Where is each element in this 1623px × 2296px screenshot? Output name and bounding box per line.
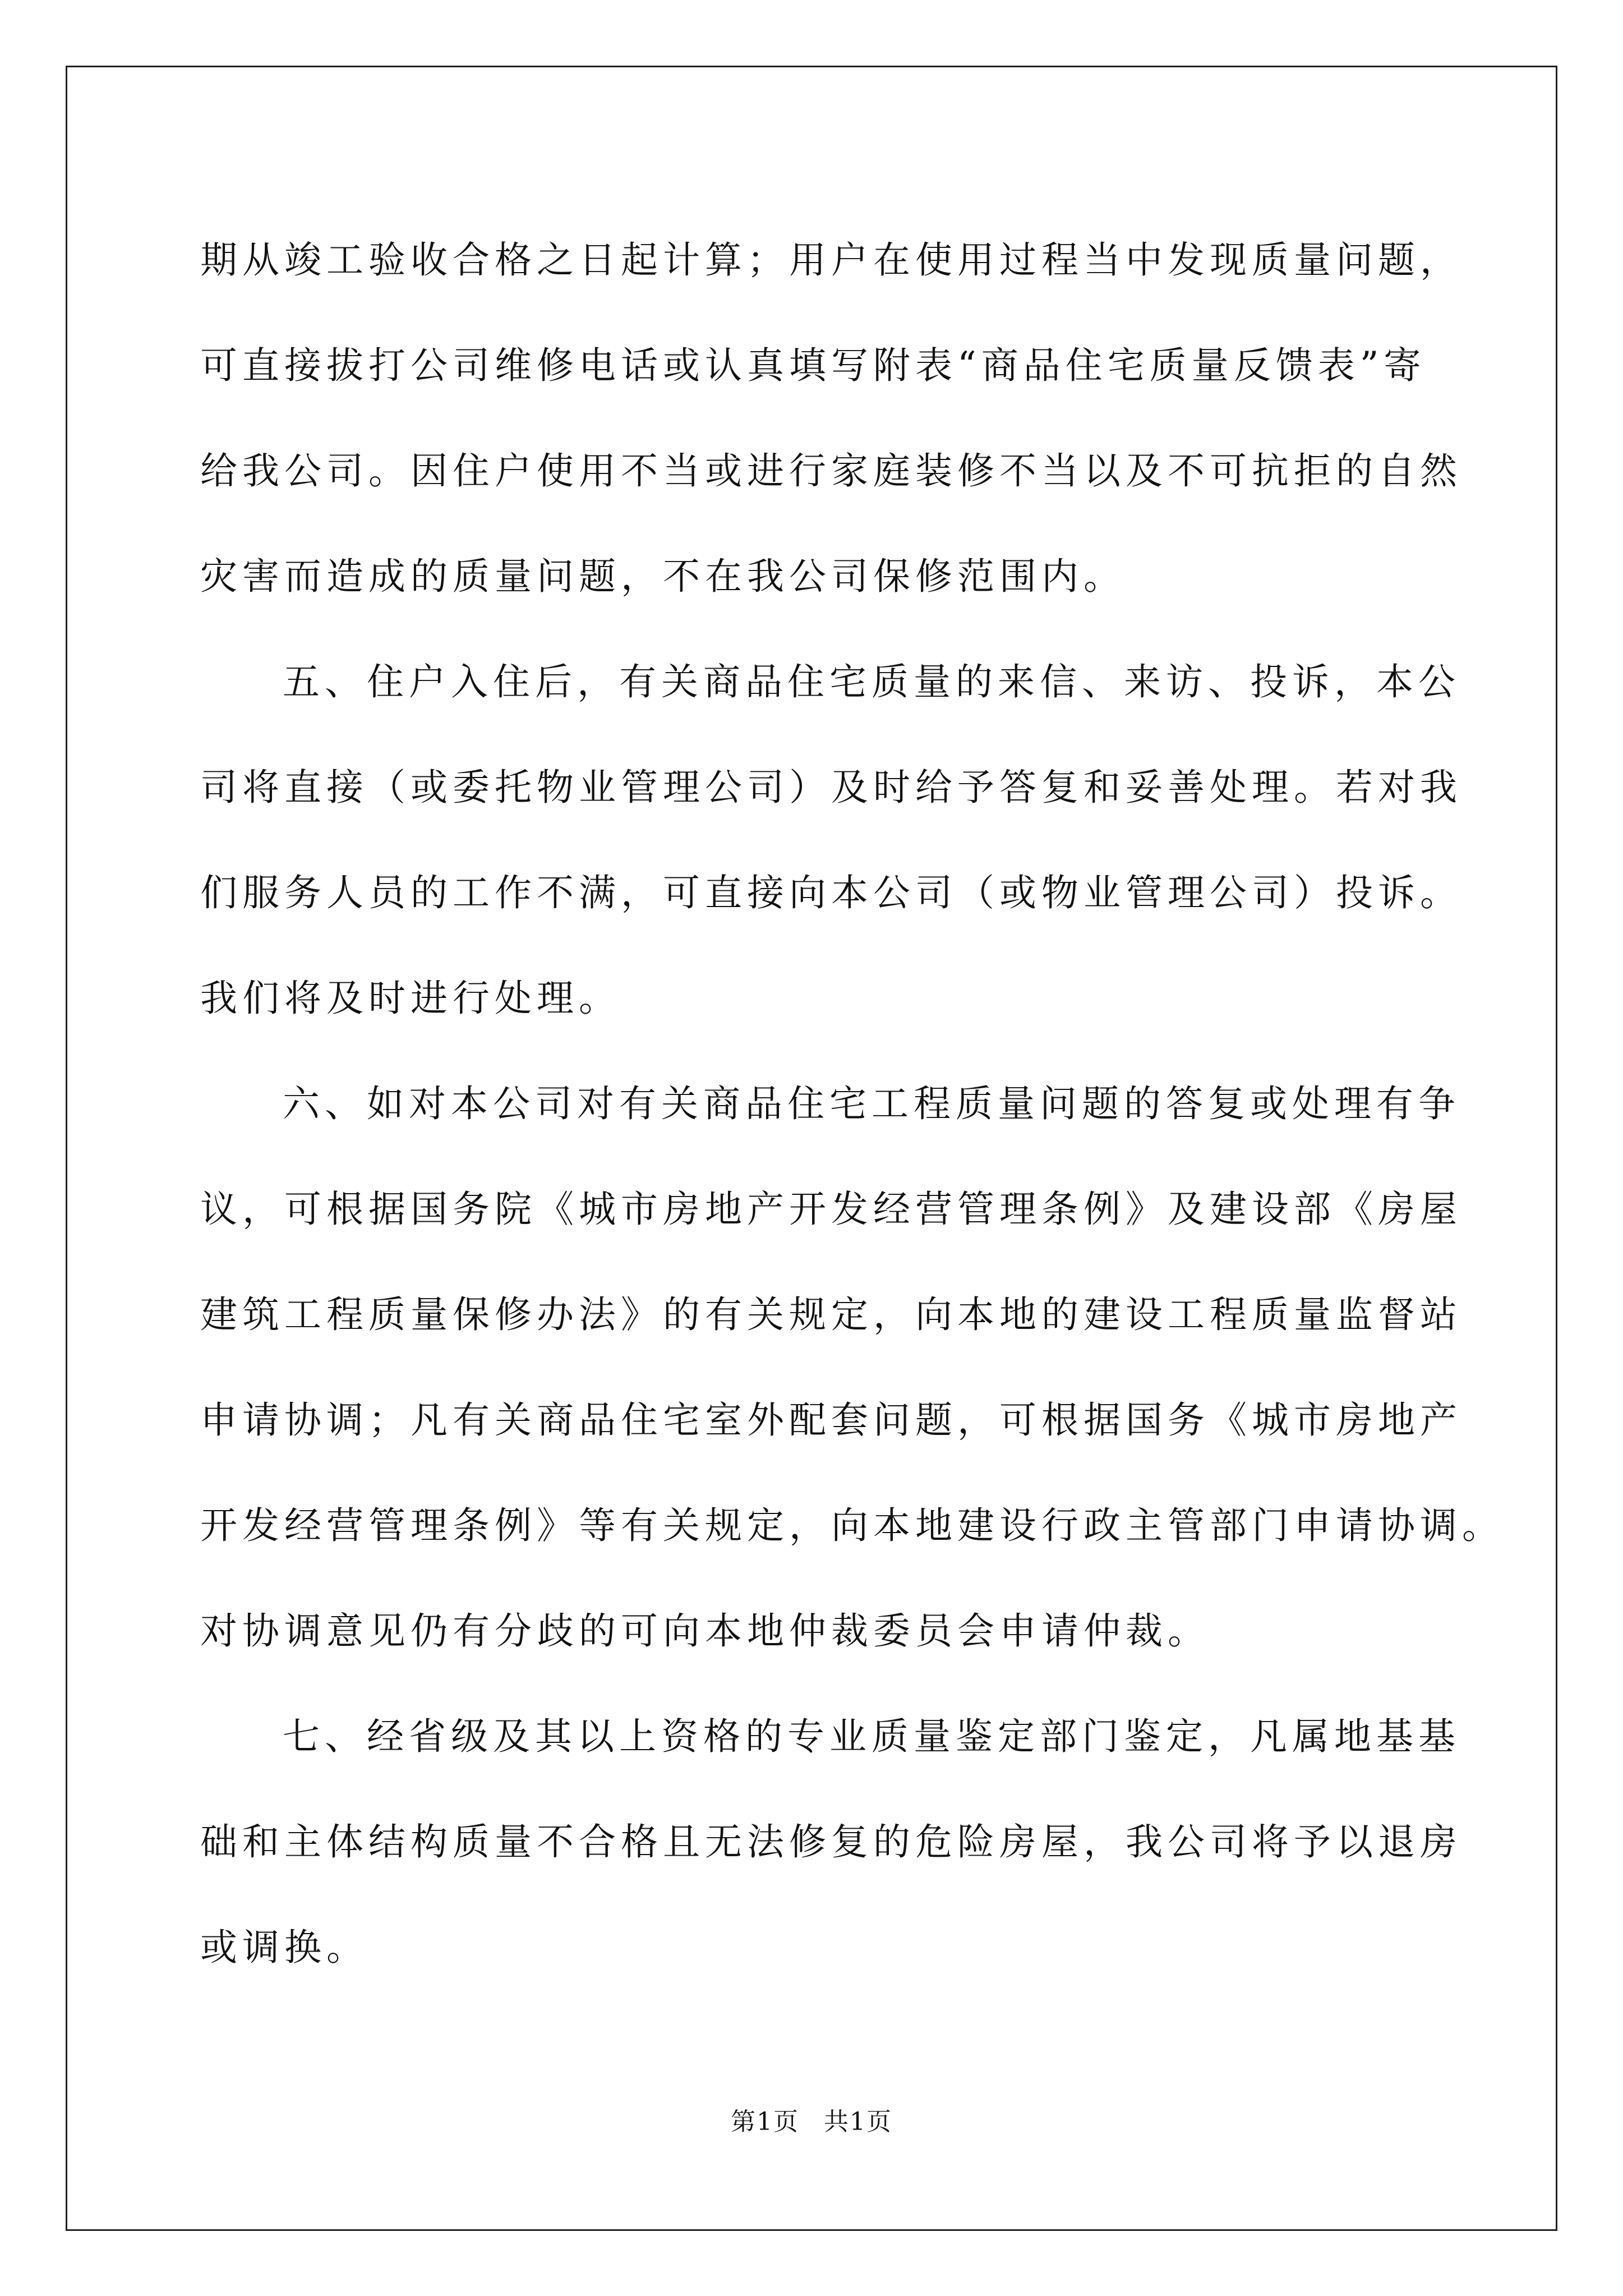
page-number-total: 共1页 (824, 2108, 892, 2136)
text-line: 司将直接（或委托物业管理公司）及时给予答复和妥善处理。若对我 (200, 766, 1462, 809)
text-line: 五、住户入住后，有关商品住宅质量的来信、来访、投诉，本公 (283, 660, 1460, 703)
text-line: 议，可根据国务院《城市房地产开发经营管理条例》及建设部《房屋 (200, 1188, 1462, 1231)
text-line: 灾害而造成的质量问题，不在我公司保修范围内。 (200, 555, 1126, 598)
text-line: 七、经省级及其以上资格的专业质量鉴定部门鉴定，凡属地基基 (283, 1715, 1460, 1758)
text-line: 建筑工程质量保修办法》的有关规定，向本地的建设工程质量监督站 (200, 1293, 1462, 1336)
text-line: 们服务人员的工作不满，可直接向本公司（或物业管理公司）投诉。 (200, 871, 1462, 914)
text-line: 期从竣工验收合格之日起计算；用户在使用过程当中发现质量问题， (200, 238, 1462, 282)
page-number-current: 第1页 (731, 2108, 799, 2136)
text-line: 对协调意见仍有分歧的可向本地仲裁委员会申请仲裁。 (200, 1609, 1210, 1653)
paragraph-1 (200, 208, 1468, 629)
text-line: 可直接拔打公司维修电话或认真填写附表“商品住宅质量反馈表”寄 (200, 344, 1426, 387)
document-body (200, 208, 1504, 2000)
paragraph-6 (200, 1051, 1504, 1684)
text-line: 开发经营管理条例》等有关规定，向本地建设行政主管部门申请协调。 (200, 1504, 1504, 1547)
paragraph-5 (200, 629, 1468, 1051)
paragraph-7 (200, 1684, 1468, 2000)
text-line: 或调换。 (200, 1926, 368, 1969)
page-footer (0, 2101, 1623, 2137)
text-line: 给我公司。因住户使用不当或进行家庭装修不当以及不可抗拒的自然 (200, 449, 1462, 493)
text-line: 础和主体结构质量不合格且无法修复的危险房屋，我公司将予以退房 (200, 1820, 1462, 1864)
text-line: 我们将及时进行处理。 (200, 977, 621, 1020)
text-line: 六、如对本公司对有关商品住宅工程质量问题的答复或处理有争 (283, 1082, 1460, 1125)
text-line: 申请协调；凡有关商品住宅室外配套问题，可根据国务《城市房地产 (200, 1398, 1462, 1442)
